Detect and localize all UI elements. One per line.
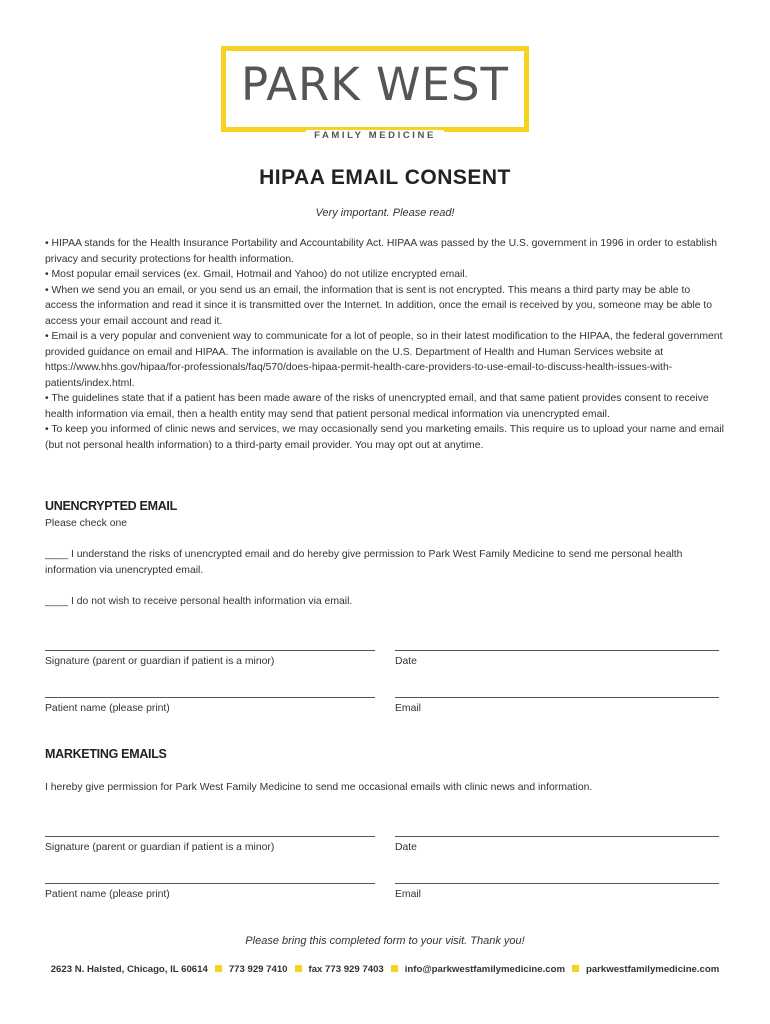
- date-line[interactable]: [395, 650, 719, 651]
- page-title: HIPAA EMAIL CONSENT: [259, 166, 511, 189]
- date-label: Date: [395, 656, 417, 667]
- intro-bullet: • Most popular email services (ex. Gmail, Hotmail and Yahoo) do not utilize encrypted email.: [45, 269, 468, 280]
- footer-email[interactable]: info@parkwestfamilymedicine.com: [404, 964, 565, 975]
- intro-bullet: • The guidelines state that if a patient has been made aware of the risks of unencrypted email, and that same patient provides consent to receive health information via email, then a health entity may send that patient personal medical information via unencrypted email.: [45, 393, 709, 420]
- thank-you-note: Please bring this completed form to your visit. Thank you!: [245, 935, 525, 947]
- unencrypted-email-heading: UNENCRYPTED EMAIL: [45, 499, 177, 513]
- signature-label: Signature (parent or guardian if patient is a minor): [45, 656, 275, 667]
- separator-square-icon: [295, 965, 302, 972]
- intro-bullet: • HIPAA stands for the Health Insurance Portability and Accountability Act. HIPAA was passed by the U.S. government in 1996 in order to establish privacy and security protections for health information.: [45, 238, 718, 265]
- separator-square-icon: [215, 965, 222, 972]
- check-one-instruction: Please check one: [45, 518, 128, 529]
- marketing-email-line[interactable]: [395, 883, 719, 884]
- logo-sub-text: FAMILY MEDICINE: [306, 130, 444, 141]
- patient-name-line[interactable]: [45, 697, 375, 698]
- separator-square-icon: [572, 965, 579, 972]
- unencrypted-option-decline[interactable]: ____ I do not wish to receive personal health information via email.: [45, 596, 353, 607]
- patient-name-label: Patient name (please print): [45, 703, 170, 714]
- marketing-patient-name-line[interactable]: [45, 883, 375, 884]
- footer-fax: fax 773 929 7403: [308, 964, 384, 975]
- intro-bullet: • Email is a very popular and convenient way to communicate for a lot of people, so in their latest modification to the HIPAA, the federal government provided guidance on email and HIPAA. The information is available on the U.S. Department of Health and Human Services website at https://www.hhs.gov/hipaa/for-professionals/faq/570/does-hipaa-permit-health-care-providers-to-use-email-to-discuss-health-issues-with-patients/index.html.: [45, 331, 723, 389]
- footer-website[interactable]: parkwestfamilymedicine.com: [585, 964, 720, 975]
- marketing-signature-line[interactable]: [45, 836, 375, 837]
- separator-square-icon: [391, 965, 398, 972]
- signature-line[interactable]: [45, 650, 375, 651]
- marketing-date-line[interactable]: [395, 836, 719, 837]
- intro-bullet: • To keep you informed of clinic news and services, we may occasionally send you marketing emails. This require us to upload your name and email (but not personal health information) to a third-party email provider. You may opt out at anytime.: [45, 424, 724, 451]
- email-label: Email: [395, 703, 421, 714]
- page-subtitle: Very important. Please read!: [315, 207, 455, 219]
- marketing-email-label: Email: [395, 889, 421, 900]
- intro-bullet: • When we send you an email, or you send us an email, the information that is sent is not encrypted. This means a third party may be able to access the information and read it since it is transmitted over the Internet. In addition, once the email is received by you, someone may be able to access your email account and read it.: [45, 284, 713, 327]
- marketing-statement: I hereby give permission for Park West Family Medicine to send me occasional emails with clinic news and information.: [45, 782, 593, 793]
- email-line[interactable]: [395, 697, 719, 698]
- footer-phone[interactable]: 773 929 7410: [228, 964, 288, 975]
- intro-text: [45, 236, 725, 453]
- marketing-patient-name-label: Patient name (please print): [45, 889, 170, 900]
- footer-contact: [0, 964, 770, 975]
- unencrypted-option-accept[interactable]: ____ I understand the risks of unencrypted email and do hereby give permission to Park West Family Medicine to send me personal health information via unencrypted email.: [45, 549, 683, 576]
- marketing-signature-label: Signature (parent or guardian if patient is a minor): [45, 842, 275, 853]
- footer-address: 2623 N. Halsted, Chicago, IL 60614: [50, 964, 208, 975]
- marketing-date-label: Date: [395, 842, 417, 853]
- logo-main-text: PARK WEST: [240, 58, 510, 111]
- park-west-logo: [221, 46, 529, 141]
- marketing-emails-heading: MARKETING EMAILS: [45, 747, 167, 761]
